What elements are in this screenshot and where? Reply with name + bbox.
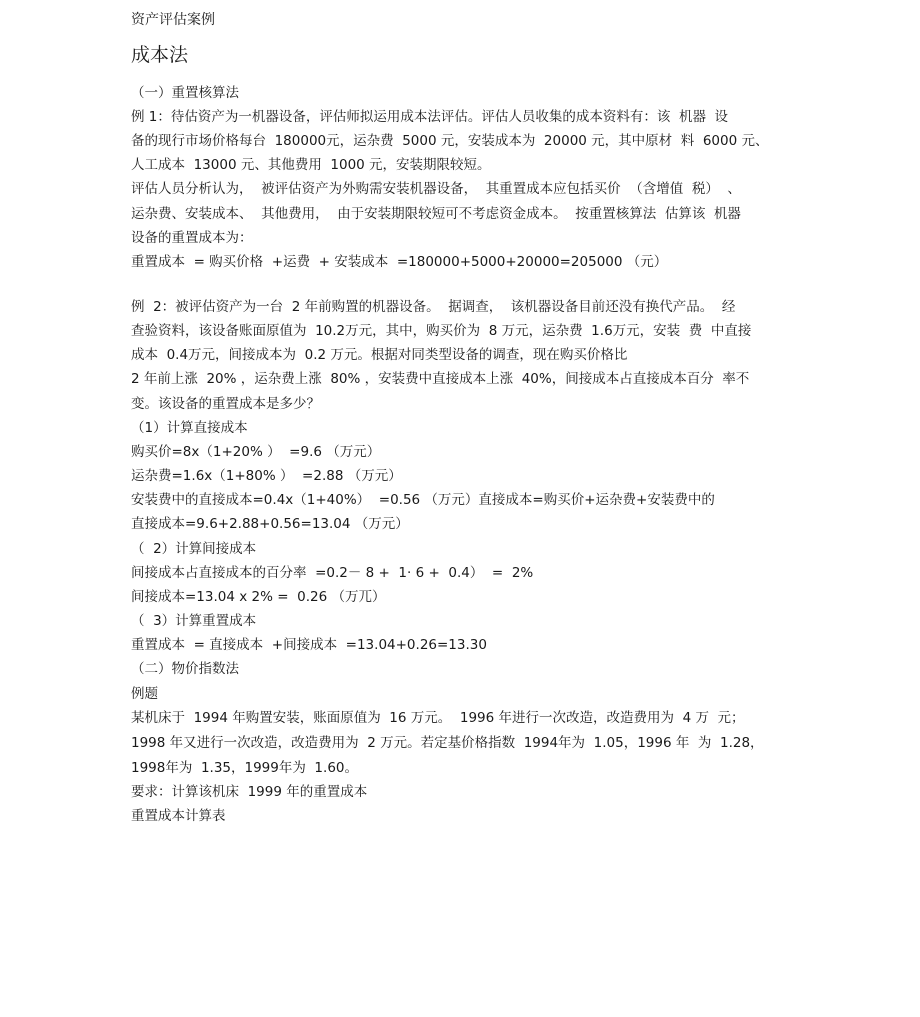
formula-line: 运杂费=1.6x（1+80% ） =2.88 （万元）	[131, 468, 402, 484]
requirement-line: 要求：计算该机床 1999 年的重置成本	[131, 784, 368, 800]
paragraph-line: 1998年为 1.35，1999年为 1.60。	[131, 760, 358, 776]
paragraph-line: 运杂费、安装成本、 其他费用， 由于安装期限较短可不考虑资金成本。 按重置核算法 估算该 机器	[131, 206, 741, 222]
formula-line: 直接成本=9.6+2.88+0.56=13.04 （万元）	[131, 516, 409, 532]
formula-line: 重置成本 = 直接成本 +间接成本 =13.04+0.26=13.30	[131, 637, 487, 653]
paragraph-line: 变。该设备的重置成本是多少？	[131, 396, 320, 412]
paragraph-line: 人工成本 13000 元、其他费用 1000 元，安装期限较短。	[131, 157, 491, 173]
table-caption: 重置成本计算表	[131, 808, 226, 824]
paragraph-line: 设备的重置成本为：	[131, 230, 253, 246]
formula-line: 重置成本 = 购买价格 +运费 + 安装成本 =180000+5000+20000=205000 （元）	[131, 254, 668, 270]
paragraph-line: 1998 年又进行一次改造，改造费用为 2 万元。若定基价格指数 1994年为 1.05，1996 年 为 1.28，	[131, 735, 764, 751]
formula-line: 间接成本占直接成本的百分率 =0.2－ 8 + 1· 6 + 0.4） = 2%	[131, 565, 534, 581]
step-heading: （ 3）计算重置成本	[131, 613, 257, 629]
paragraph-line: 评估人员分析认为， 被评估资产为外购需安装机器设备， 其重置成本应包括买价 （含增值 税） 、	[131, 181, 741, 197]
subsection-heading: （一）重置核算法	[131, 85, 239, 101]
step-heading: （1）计算直接成本	[131, 420, 248, 436]
paragraph-line: 例 1：待估资产为一机器设备，评估师拟运用成本法评估。评估人员收集的成本资料有：该 机器 设	[131, 109, 729, 125]
step-heading: （ 2）计算间接成本	[131, 541, 257, 557]
example-label: 例题	[131, 686, 158, 702]
formula-line: 间接成本=13.04 x 2% = 0.26 （万兀）	[131, 589, 386, 605]
formula-line: 购买价=8x（1+20% ） =9.6 （万元）	[131, 444, 381, 460]
paragraph-line: 例 2：被评估资产为一台 2 年前购置的机器设备。 据调查， 该机器设备目前还没有换代产品。 经	[131, 299, 736, 315]
paragraph-line: 备的现行市场价格每台 180000元，运杂费 5000 元，安装成本为 20000 元，其中原材 料 6000 元、	[131, 133, 769, 149]
document-header: 资产评估案例	[131, 12, 215, 28]
subsection-heading: （二）物价指数法	[131, 661, 239, 677]
section-title: 成本法	[131, 44, 189, 66]
paragraph-line: 成本 0.4万元，间接成本为 0.2 万元。根据对同类型设备的调查，现在购买价格比	[131, 347, 628, 363]
paragraph-line: 某机床于 1994 年购置安装，账面原值为 16 万元。 1996 年进行一次改造，改造费用为 4 万 元；	[131, 710, 745, 726]
paragraph-line: 2 年前上涨 20% ，运杂费上涨 80% ，安装费中直接成本上涨 40%，间接成本占直接成本百分 率不	[131, 371, 750, 387]
paragraph-line: 查验资料，该设备账面原值为 10.2万元，其中，购买价为 8 万元，运杂费 1.6万元，安装 费 中直接	[131, 323, 752, 339]
formula-line: 安装费中的直接成本=0.4x（1+40%） =0.56 （万元）直接成本=购买价+运杂费+安装费中的	[131, 492, 715, 508]
